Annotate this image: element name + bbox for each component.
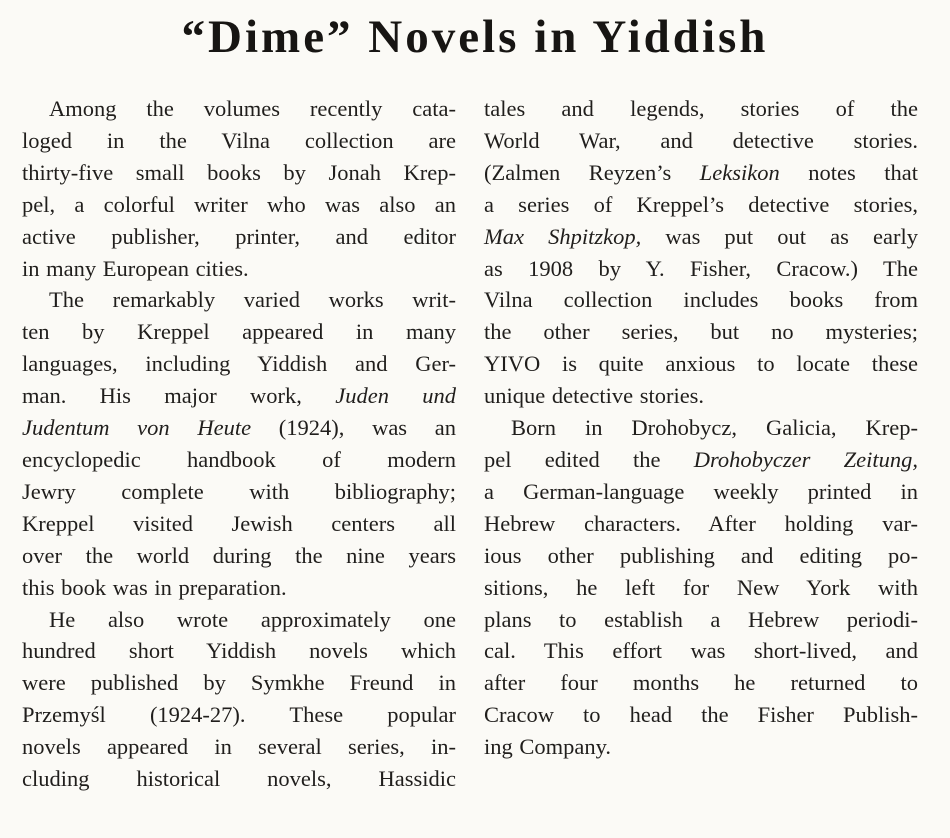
paragraph: [484, 93, 918, 412]
text-line: [22, 444, 456, 476]
text-segment: notes that: [779, 159, 918, 185]
text-segment: pel edited the: [484, 446, 694, 472]
text-line: [22, 253, 456, 285]
text-segment: Jewry complete with bibliography;: [22, 478, 456, 504]
text-line: [22, 572, 456, 604]
text-segment: a German-language weekly printed in: [484, 478, 918, 504]
text-line: [484, 540, 918, 572]
text-segment: sitions, he left for New York with: [484, 574, 918, 600]
italic-text-segment: Judentum von Heute: [22, 415, 252, 441]
text-segment: man. His major work,: [22, 383, 336, 409]
text-segment: ten by Kreppel appeared in many: [22, 319, 456, 345]
text-segment: Przemyśl (1924-27). These popular: [22, 702, 456, 728]
text-line: [484, 635, 918, 667]
text-line: [22, 540, 456, 572]
text-segment: ious other publishing and editing po-: [484, 542, 918, 568]
text-segment: He also wrote approximately one: [49, 606, 456, 632]
text-line: [22, 157, 456, 189]
text-line: [22, 476, 456, 508]
text-line: [484, 125, 918, 157]
text-line: [22, 189, 456, 221]
text-line: [484, 699, 918, 731]
text-line: [484, 253, 918, 285]
text-segment: (1924), was an: [251, 415, 456, 441]
text-line: [22, 221, 456, 253]
text-segment: tales and legends, stories of the: [484, 96, 918, 121]
text-line: [484, 604, 918, 636]
text-segment: pel, a colorful writer who was also an: [22, 191, 456, 217]
paragraph: [22, 93, 456, 284]
text-line: [484, 412, 918, 444]
text-line: [22, 412, 456, 444]
text-line: [484, 348, 918, 380]
text-segment: Kreppel visited Jewish centers all: [22, 510, 456, 536]
text-segment: cal. This effort was short-lived, and: [484, 638, 918, 664]
text-line: [22, 348, 456, 380]
text-segment: hundred short Yiddish novels which: [22, 638, 456, 664]
text-line: [22, 508, 456, 540]
text-segment: loged in the Vilna collection are: [22, 127, 456, 153]
text-segment: YIVO is quite anxious to locate these: [484, 351, 918, 377]
text-segment: The remarkably varied works writ-: [49, 287, 456, 313]
text-line: [22, 635, 456, 667]
paragraph: [484, 412, 918, 763]
two-column-text-body: [0, 93, 950, 795]
italic-text-segment: Max Shpitzkop,: [484, 223, 642, 249]
text-line: [22, 731, 456, 763]
text-segment: active publisher, printer, and editor: [22, 223, 456, 249]
italic-text-segment: Leksikon: [699, 159, 780, 185]
left-column: [22, 93, 456, 795]
right-column: [484, 93, 918, 795]
text-segment: Vilna collection includes books from: [484, 287, 918, 313]
text-segment: encyclopedic handbook of modern: [22, 446, 456, 472]
text-line: [484, 667, 918, 699]
text-segment: the other series, but no mysteries;: [484, 319, 918, 345]
text-segment: Cracow to head the Fisher Publish-: [484, 702, 918, 728]
text-line: [484, 508, 918, 540]
page-title: “Dime” Novels in Yiddish: [181, 11, 769, 63]
text-line: [484, 157, 918, 189]
paragraph: [22, 604, 456, 795]
text-line: [484, 572, 918, 604]
text-segment: a series of Kreppel’s detective stories,: [484, 191, 918, 217]
text-segment: Among the volumes recently cata-: [49, 96, 456, 121]
text-line: [22, 284, 456, 316]
text-segment: Born in Drohobycz, Galicia, Krep-: [511, 415, 918, 441]
text-segment: novels appeared in several series, in-: [22, 734, 456, 760]
text-line: [22, 125, 456, 157]
text-line: [22, 380, 456, 412]
text-segment: ing Company.: [484, 734, 612, 760]
text-line: [484, 444, 918, 476]
text-line: [484, 380, 918, 412]
text-segment: this book was in preparation.: [22, 574, 287, 600]
text-segment: was put out as early: [641, 223, 918, 249]
text-segment: cluding historical novels, Hassidic: [22, 766, 456, 792]
text-line: [484, 189, 918, 221]
text-segment: unique detective stories.: [484, 383, 705, 409]
paragraph: [22, 284, 456, 603]
text-line: [484, 221, 918, 253]
text-segment: (Zalmen Reyzen’s: [484, 159, 700, 185]
text-segment: languages, including Yiddish and Ger-: [22, 351, 456, 377]
text-segment: in many European cities.: [22, 255, 249, 281]
text-line: [484, 476, 918, 508]
text-segment: over the world during the nine years: [22, 542, 456, 568]
text-segment: were published by Symkhe Freund in: [22, 670, 456, 696]
text-line: [484, 316, 918, 348]
text-line: [22, 316, 456, 348]
text-line: [22, 604, 456, 636]
text-line: [484, 284, 918, 316]
italic-text-segment: Drohobyczer Zeitung,: [693, 446, 918, 472]
text-segment: plans to establish a Hebrew periodi-: [484, 606, 918, 632]
text-segment: Hebrew characters. After holding var-: [484, 510, 918, 536]
text-line: [484, 93, 918, 125]
text-line: [22, 763, 456, 795]
text-segment: as 1908 by Y. Fisher, Cracow.) The: [484, 255, 918, 281]
italic-text-segment: Juden und: [335, 383, 457, 409]
text-segment: World War, and detective stories.: [484, 127, 918, 153]
text-line: [22, 699, 456, 731]
text-line: [484, 731, 918, 763]
text-segment: after four months he returned to: [484, 670, 918, 696]
text-line: [22, 667, 456, 699]
text-line: [22, 93, 456, 125]
text-segment: thirty-five small books by Jonah Krep-: [22, 159, 456, 185]
